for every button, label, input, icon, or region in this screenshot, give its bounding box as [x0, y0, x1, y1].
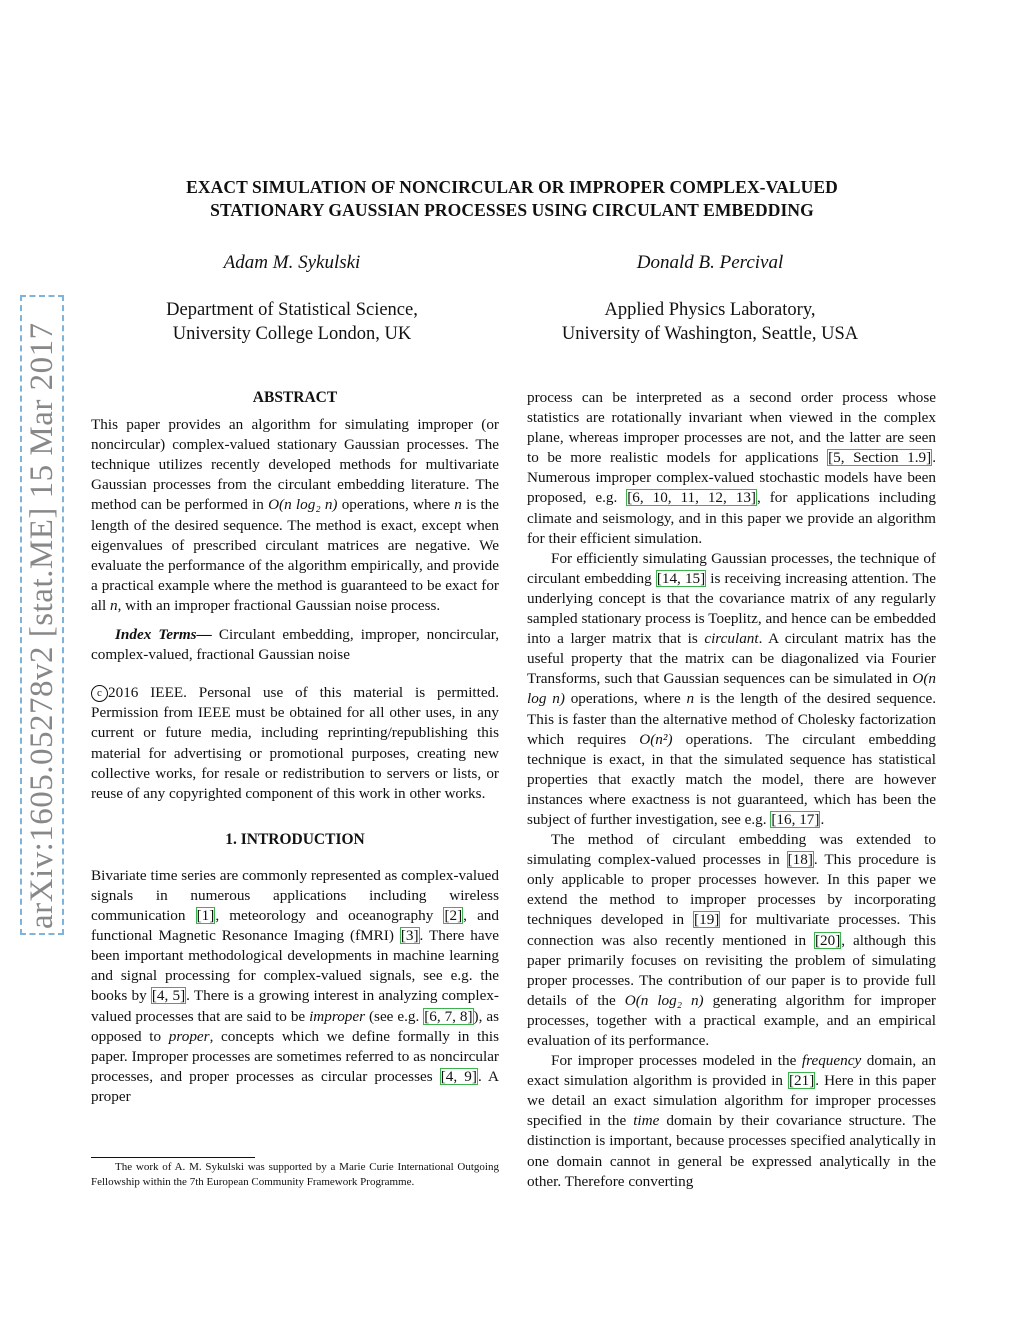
- index-terms-text: Circulant embedding, improper, noncircular, complex-valued, fractional Gaussian noise: [91, 626, 500, 664]
- title-line-2: STATIONARY GAUSSIAN PROCESSES USING CIRCULANT EMBEDDING: [210, 200, 814, 220]
- right-paragraph-2: [527, 549, 936, 830]
- math-inline: n: [686, 690, 695, 708]
- right-paragraph-4: [527, 1051, 936, 1192]
- text-run: ), as opposed to: [91, 1007, 499, 1045]
- emphasis: frequency: [801, 1052, 862, 1070]
- text-run: . Numerous improper complex-valued stochastic models have been proposed, e.g.: [527, 449, 937, 507]
- text-run: is the length of the desired sequence. The method is exact, except when eigenvalues of prescribed circulant matrices are negative. We evaluate the performance of the algorithm empirically, and provide a practical example where the method is guaranteed to be exact for all: [91, 496, 499, 614]
- author-1-name: Adam M. Sykulski: [223, 252, 361, 273]
- math-inline: O(n²): [639, 730, 673, 748]
- math-inline: O(n log n): [527, 670, 936, 708]
- citation-link[interactable]: [6, 10, 11, 12, 13]: [627, 489, 756, 507]
- citation-link[interactable]: [1]: [196, 907, 215, 925]
- citation-link[interactable]: [20]: [814, 931, 841, 949]
- math-inline: O(n log₂ n): [624, 991, 704, 1009]
- abstract-text: [91, 415, 499, 616]
- citation-link[interactable]: [4, 9]: [440, 1067, 477, 1085]
- footnote-text: The work of A. M. Sykulski was supported by a Marie Curie International Outgoing Fellowship within the 7th European Community Framework Programme.: [91, 1161, 499, 1188]
- text-run: . There is a growing interest in analyzing complex-valued processes that are said to be: [91, 987, 499, 1025]
- text-run: is the length of the desired sequence. This is faster than the alternative method of Cholesky factorization which requires: [527, 690, 936, 748]
- citation-link[interactable]: [14, 15]: [656, 569, 706, 587]
- right-paragraph-3: [527, 830, 936, 1051]
- intro-paragraph: [91, 866, 499, 1107]
- text-run: , although this paper primarily focuses on revisiting the problem of simulating proper processes. The contribution of our paper is to provide full details of the: [527, 931, 936, 1009]
- text-run: domain by their covariance structure. The distinction is important, because processes specified analytically in one domain cannot in general be expressed analytically in the other. Therefore converting: [527, 1112, 936, 1190]
- affiliation-line: Department of Statistical Science,: [166, 300, 418, 320]
- arxiv-stamp-text: arXiv:1605.05278v2 [stat.ME] 15 Mar 2017: [20, 295, 64, 935]
- author-2-name: Donald B. Percival: [636, 252, 784, 273]
- footnote: [91, 1160, 499, 1190]
- text-run: For improper processes modeled in the: [551, 1052, 802, 1070]
- text-run: .: [820, 810, 825, 828]
- paper-title: [90, 176, 934, 222]
- left-column: [91, 388, 499, 1107]
- author-2-affiliation: [490, 298, 930, 346]
- text-run: process can be interpreted as a second order process whose statistics are rotationally invariant when viewed in the complex plane, whereas improper processes are not, and the latter are seen to be more realistic models for applications: [527, 389, 936, 467]
- citation-link[interactable]: [21]: [788, 1072, 815, 1090]
- text-run: Bivariate time series are commonly represented as complex-valued signals in numerous applications including wireless communication: [91, 866, 499, 925]
- right-paragraph-1: [527, 388, 936, 549]
- citation-link[interactable]: [5, Section 1.9]: [828, 449, 932, 467]
- text-run: is receiving increasing attention. The underlying concept is that the covariance matrix of any regularly sampled stationary process is Toeplitz, and hence can be embedded into a larger matrix that is: [527, 569, 936, 648]
- affiliation-line: University College London, UK: [172, 324, 412, 344]
- text-run: operations, where: [564, 690, 687, 708]
- author-1-affiliation: [72, 298, 512, 346]
- emphasis: proper: [168, 1027, 210, 1045]
- copyright-icon: c: [91, 685, 108, 702]
- emphasis: time: [633, 1112, 660, 1130]
- text-run: . A circulant matrix has the useful property that the matrix can be diagonalized via Fourier Transforms, such that Gaussian sequences can be simulated in: [527, 630, 936, 688]
- text-run: , with an improper fractional Gaussian noise process.: [117, 596, 441, 614]
- text-run: . A proper: [91, 1067, 500, 1105]
- citation-link[interactable]: [4, 5]: [151, 987, 186, 1005]
- emphasis: improper: [309, 1007, 366, 1025]
- footnote-rule: [91, 1157, 255, 1158]
- affiliation-line: University of Washington, Seattle, USA: [561, 324, 859, 344]
- text-run: For efficiently simulating Gaussian processes, the technique of circulant embedding: [527, 549, 936, 587]
- introduction-heading: 1. INTRODUCTION: [225, 830, 365, 848]
- emphasis: circulant: [704, 630, 759, 648]
- copyright-text: 2016 IEEE. Personal use of this material is permitted. Permission from IEEE must be obtained for all other uses, in any current or future media, including reprinting/republishing this material for advertising or promotional purposes, creating new collective works, for resale or redistribution to servers or lists, or reuse of any copyrighted component of this work in other works.: [91, 684, 499, 802]
- arxiv-stamp: [20, 322, 66, 935]
- text-run: , for applications including climate and seismology, and in this paper we provide an algorithm for their efficient simulation.: [527, 489, 936, 547]
- text-run: generating algorithm for improper processes, together with a practical example, and an empirical evaluation of its performance.: [527, 991, 936, 1049]
- right-column: [527, 388, 936, 1192]
- citation-link[interactable]: [6, 7, 8]: [424, 1007, 473, 1025]
- affiliation-line: Applied Physics Laboratory,: [604, 300, 816, 320]
- citation-link[interactable]: [16, 17]: [771, 810, 820, 828]
- text-run: (see e.g.: [365, 1007, 424, 1025]
- text-run: , and functional Magnetic Resonance Imaging (fMRI): [91, 907, 499, 945]
- math-inline: O(n log₂ n): [268, 496, 338, 514]
- title-line-1: EXACT SIMULATION OF NONCIRCULAR OR IMPROPER COMPLEX-VALUED: [186, 177, 838, 197]
- text-run: . This procedure is only applicable to proper processes however. In this paper we extend the method to improper processes by incorporating techniques developed in: [527, 851, 936, 929]
- text-run: This paper provides an algorithm for simulating improper (or noncircular) complex-valued stationary Gaussian processes. The technique utilizes recently developed methods for multivariate Gaussian processes from the circulant embedding literature. The method can be performed in: [91, 416, 499, 514]
- text-run: . Here in this paper we detail an exact simulation algorithm for improper processes specified in the: [527, 1072, 936, 1130]
- citation-link[interactable]: [3]: [400, 927, 419, 945]
- text-run: The method of circulant embedding was extended to simulating complex-valued processes in: [527, 831, 936, 869]
- citation-link[interactable]: [2]: [444, 907, 463, 925]
- math-inline: n: [454, 496, 462, 514]
- text-run: . There have been important methodological developments in machine learning and signal processing for complex-valued signals, see e.g. the books by: [91, 927, 499, 1005]
- text-run: , concepts which we define formally in this paper. Improper processes are sometimes referred to as noncircular processes, and proper processes as circular processes: [91, 1027, 499, 1085]
- abstract-heading: ABSTRACT: [252, 389, 338, 406]
- index-terms-label: Index Terms—: [115, 626, 212, 644]
- text-run: , meteorology and oceanography: [215, 907, 444, 925]
- text-run: operations. The circulant embedding technique is exact, in that the simulated sequence has statistical properties that exactly match the model, there are however instances where exactness is not guaranteed, which has been the subject of further investigation, see e.g.: [527, 730, 937, 828]
- citation-link[interactable]: [18]: [787, 851, 813, 869]
- text-run: operations, where: [337, 496, 455, 514]
- copyright-notice: [91, 683, 499, 804]
- text-run: domain, an exact simulation algorithm is provided in: [527, 1052, 936, 1090]
- text-run: for multivariate processes. This connection was also recently mentioned in: [527, 911, 936, 949]
- citation-link[interactable]: [19]: [694, 911, 720, 929]
- index-terms: [91, 625, 499, 665]
- math-inline: n: [109, 596, 118, 614]
